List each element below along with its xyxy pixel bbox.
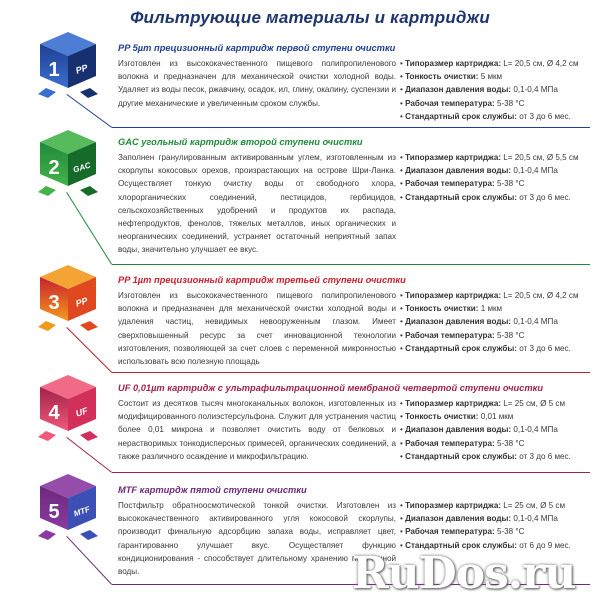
stage-number: 2 xyxy=(48,157,60,179)
spec-item: • Типоразмер картриджа: L= 20,5 см, Ø 5,5 см xyxy=(400,153,579,162)
spec-item: • Типоразмер картриджа: L= 20,5 см, Ø 4,2 см xyxy=(400,291,579,300)
spec-value: 0,1-0,4 МПа xyxy=(513,85,558,95)
spec-value: 0,01 мкм xyxy=(480,412,514,422)
cube-icon xyxy=(36,472,100,544)
spec-item: • Тонкость очистки: 0,01 мкм xyxy=(400,412,514,422)
section-heading: PP 5µm прецизионный картридж первой ступени очистки xyxy=(118,43,396,53)
spec-value: от 3 до 6 мес. xyxy=(519,192,571,202)
spec-value: от 3 до 6 мес. xyxy=(519,451,571,461)
spec-label: Диапазон давления воды: xyxy=(405,317,512,327)
spec-value: от 6 до 9 мес. xyxy=(519,540,571,550)
stage-code: GAC xyxy=(71,160,92,175)
spec-value: от 3 до 6 мес. xyxy=(519,111,571,121)
spec-value: L= 25 см, Ø 5 см xyxy=(503,501,566,510)
section-description: Постфильтр обратноосмотической тонкой очистки. Изготовлен из высококачественного активированного угля кокосовой скорлупы, производит финальную адсорбцию запаха воды, исправляет цвет, гарантированно улучшает вкус. Осуществляет функцию кондиционирования - способствует длительному хранению полученной воды. xyxy=(118,501,396,577)
divider xyxy=(112,127,590,128)
spec-item: • Тонкость очистки: 1 мкм xyxy=(400,304,503,314)
stage-number: 4 xyxy=(48,402,60,424)
spec-item: • Типоразмер картриджа: L= 25 см, Ø 5 см xyxy=(400,501,566,510)
spec-item: • Диапазон давления воды: 0,1-0,4 МПа xyxy=(400,85,558,95)
spec-label: Типоразмер картриджа: xyxy=(405,153,502,162)
spec-label: Тонкость очистки: xyxy=(405,72,479,82)
spec-label: Рабочая температура: xyxy=(405,438,495,448)
spec-item: • Диапазон давления воды: 0,1-0,4 МПа xyxy=(400,514,558,524)
section-heading: PP 1µm прецизионный картридж третьей ступени очистки xyxy=(118,275,406,285)
spec-label: Рабочая температура: xyxy=(405,330,495,340)
spec-item: • Стандартный срок службы: от 6 до 9 мес. xyxy=(400,540,571,550)
spec-list xyxy=(400,57,600,123)
spec-label: Стандартный срок службы: xyxy=(405,540,517,550)
spec-value: L= 20,5 см, Ø 4,2 см xyxy=(503,59,579,68)
spec-list xyxy=(400,397,600,463)
spec-item: • Стандартный срок службы: от 3 до 6 мес. xyxy=(400,192,571,202)
spec-label: Стандартный срок службы: xyxy=(405,343,517,353)
spec-value: 1 мкм xyxy=(480,304,503,314)
spec-value: 0,1-0,4 МПа xyxy=(513,317,558,327)
spec-label: Рабочая температура: xyxy=(405,527,495,537)
spec-label: Стандартный срок службы: xyxy=(405,192,517,202)
spec-value: 0,1-0,4 МПа xyxy=(513,514,558,524)
spec-item: • Рабочая температура: 5-38 °C xyxy=(400,438,525,448)
spec-label: Диапазон давления воды: xyxy=(405,166,512,176)
divider xyxy=(112,264,590,265)
stage-number: 3 xyxy=(48,292,60,314)
spec-item: • Типоразмер картриджа: L= 20,5 см, Ø 4,2 см xyxy=(400,59,579,68)
section-description: Изготовлен из высококачественного пищевого полипропиленового волокна и предназначен для механической очистки холодной воды. Удаляет из воды песок, ржавчину, осадок, ил, глину, окалину, суспензии и другие механические и увеличенным сроком службы. xyxy=(118,59,396,108)
spec-value: L= 20,5 см, Ø 4,2 см xyxy=(503,291,579,300)
divider xyxy=(112,372,590,373)
spec-value: 0,1-0,4 МПа xyxy=(513,166,558,176)
spec-item: • Рабочая температура: 5-38 °C xyxy=(400,98,525,108)
spec-item: • Диапазон давления воды: 0,1-0,4 МПа xyxy=(400,166,558,176)
section-description: Изготовлен из высококачественного пищевого полипропиленового волокна и предназначен для механической очистки холодной воды и удаления частиц, невидимых невооруженным глазом. Имеет сверхповышенный ресурс за счет инновационной технологии изготовления, позволяющей за счет слоев с переменной микронностью использовать всю полезную площадь xyxy=(118,291,396,367)
spec-item: • Тонкость очистки: 5 мкм xyxy=(400,72,503,82)
spec-value: 5-38 °C xyxy=(496,438,525,448)
spec-item: • Рабочая температура: 5-38 °C xyxy=(400,527,525,537)
spec-value: 5 мкм xyxy=(480,72,503,82)
spec-label: Рабочая температура: xyxy=(405,98,495,108)
spec-value: L= 25 см, Ø 5 см xyxy=(503,399,566,408)
spec-label: Типоразмер картриджа: xyxy=(405,501,502,510)
cube-icon xyxy=(36,128,100,200)
spec-item: • Стандартный срок службы: от 3 до 6 мес. xyxy=(400,343,571,353)
spec-label: Типоразмер картриджа: xyxy=(405,291,502,300)
spec-value: от 3 до 6 мес. xyxy=(519,343,571,353)
spec-item: • Рабочая температура: 5-38 °C xyxy=(400,179,525,189)
spec-label: Тонкость очистки: xyxy=(405,412,479,422)
spec-label: Типоразмер картриджа: xyxy=(405,59,502,68)
stage-code: PP xyxy=(74,62,89,76)
spec-value: 5-38 °C xyxy=(496,330,525,340)
stage-number: 5 xyxy=(48,501,60,523)
spec-label: Диапазон давления воды: xyxy=(405,425,512,435)
spec-item: • Рабочая температура: 5-38 °C xyxy=(400,330,525,340)
stage-number: 1 xyxy=(48,59,60,81)
spec-value: 5-38 °C xyxy=(496,179,525,189)
cube-icon xyxy=(36,30,100,102)
spec-label: Диапазон давления воды: xyxy=(405,514,512,524)
section-heading: UF 0,01µm картридж с ультрафильтрационной мембраной четвертой ступени очистки xyxy=(118,383,543,393)
spec-item: • Стандартный срок службы: от 3 до 6 мес. xyxy=(400,451,571,461)
spec-label: Тонкость очистки: xyxy=(405,304,479,314)
spec-item: • Диапазон давления воды: 0,1-0,4 МПа xyxy=(400,317,558,327)
spec-value: L= 20,5 см, Ø 5,5 см xyxy=(503,153,579,162)
spec-item: • Стандартный срок службы: от 3 до 6 мес. xyxy=(400,111,571,121)
cube-icon xyxy=(36,373,100,445)
spec-list xyxy=(400,499,600,552)
spec-label: Диапазон давления воды: xyxy=(405,85,512,95)
stage-code: MTF xyxy=(72,504,92,519)
section-heading: MTF картирдж пятой ступени очистки xyxy=(118,485,307,495)
spec-value: 0,1-0,4 МПа xyxy=(513,425,558,435)
spec-item: • Диапазон давления воды: 0,1-0,4 МПа xyxy=(400,425,558,435)
connector-line xyxy=(66,192,112,265)
page-title: Фильтрующие материалы и картриджи xyxy=(130,8,490,27)
spec-list xyxy=(400,151,600,204)
stage-code: PP xyxy=(74,295,89,309)
spec-value: 5-38 °C xyxy=(496,98,525,108)
watermark: RuDos.ru xyxy=(352,548,576,599)
spec-label: Рабочая температура: xyxy=(405,179,495,189)
stage-code: UF xyxy=(74,405,89,419)
section-description: Заполнен гранулированным активированным углем, изготовленным из скорлупы кокосовых орехов, произрастающих на острове Шри-Ланка. Осуществляет тонкую очистку воды от свободного хлора, хлорорганических соединений, пестицидов, гербицидов, сельскохозяйственных удобрений и продуктов их распада, нефтепродуктов, фенолов, тяжелых металлов, иных органических и неорганических соединений, устраняет остаточный неприятный запах воды, значительно улучшает ее вкус. xyxy=(118,153,396,255)
spec-label: Стандартный срок службы: xyxy=(405,111,517,121)
divider xyxy=(112,472,590,473)
section-description: Состоит из десятков тысяч многоканальных волокон, изготовленных из модифицированного полиэстерсульфона. Служит для устранения частиц более 0,01 микрона и позволяет очистить воду от белковых и нерастворимых тонкодисперсных примесей, органических соединений, а также различного осаждение и микрофильтрацию. xyxy=(118,399,396,461)
spec-label: Типоразмер картриджа: xyxy=(405,399,502,408)
spec-item: • Типоразмер картриджа: L= 25 см, Ø 5 см xyxy=(400,399,566,408)
spec-value: 5-38 °C xyxy=(496,527,525,537)
spec-list xyxy=(400,289,600,355)
spec-label: Стандартный срок службы: xyxy=(405,451,517,461)
cube-icon xyxy=(36,263,100,335)
section-heading: GAC угольный картридж второй ступени очистки xyxy=(118,137,363,147)
